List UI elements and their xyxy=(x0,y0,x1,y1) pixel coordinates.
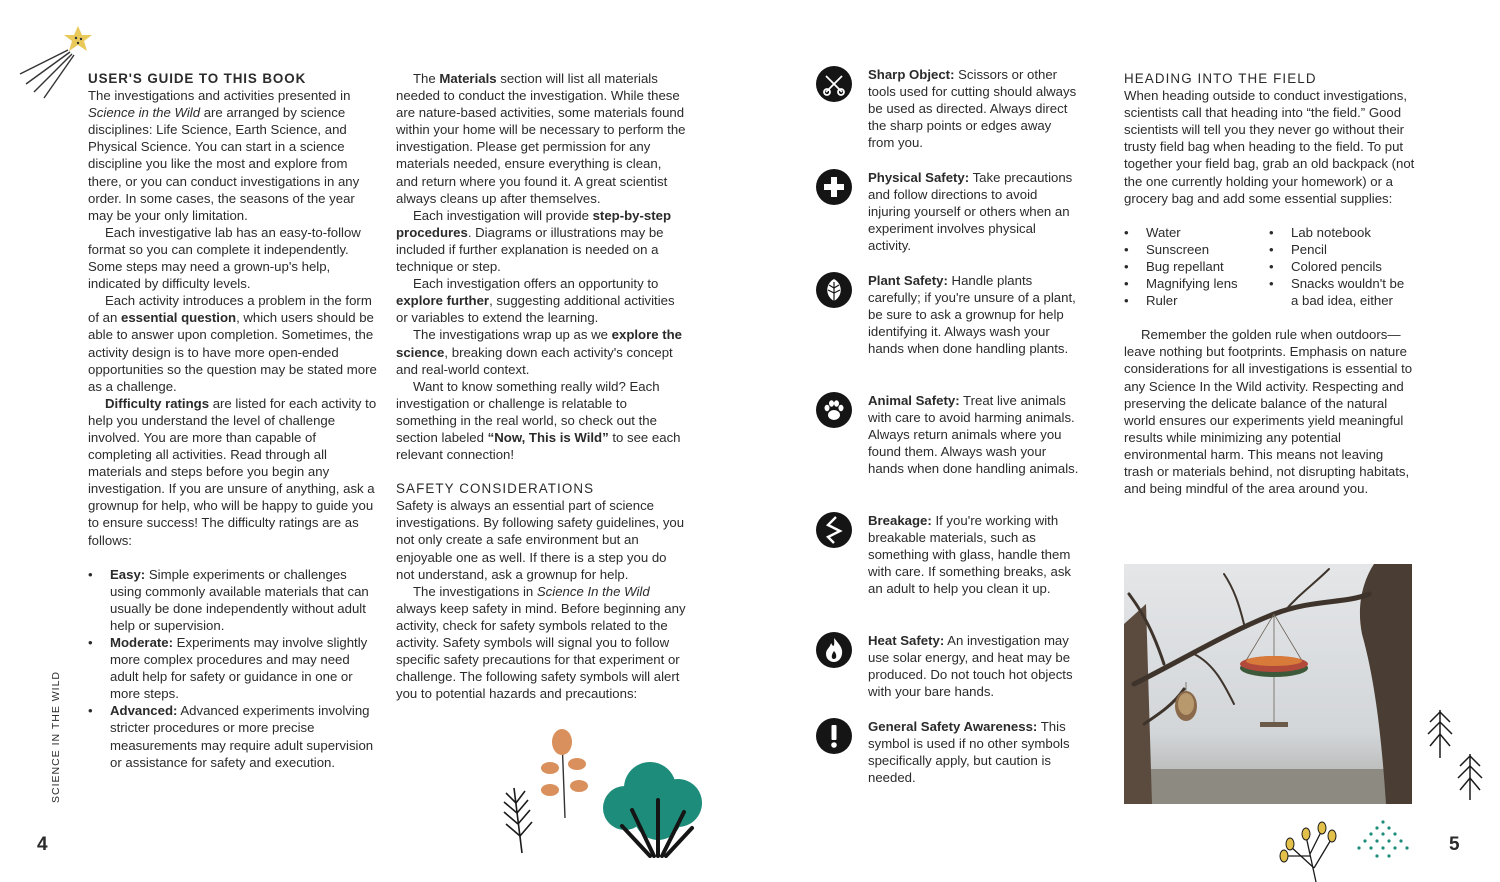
field-heading: HEADING INTO THE FIELD xyxy=(1124,71,1317,86)
supply-item: • Colored pencils xyxy=(1269,258,1414,275)
leaf-icon xyxy=(816,272,852,308)
plants-illustration xyxy=(490,728,710,858)
safety-paragraph: Safety is always an essential part of science investigations. By following safety guidelines, you not only create a safe environment but an enjoyable one as well. If there is a step you do not understand, ask a grownup for help. xyxy=(396,498,685,582)
supply-item: • Magnifying lens xyxy=(1124,275,1269,292)
scissors-icon xyxy=(816,66,852,102)
users-guide-paragraph: Difficulty ratings are listed for each activity to help you understand the level of challenge involved. You are more than capable of completing all activities. Read through all materials and steps before you begin any investigation. If you are unsure of anything, ask a grownup for help, who will be happy to guide you to ensure success! The difficulty ratings are as follows: xyxy=(88,395,377,548)
materials-column xyxy=(396,70,686,702)
field-paragraph: Remember the golden rule when outdoors—leave nothing but footprints. Emphasis on nature considerations for all investigations is essential to any Science In the Wild activity. Respecting and preserving the delicate balance of the natural world ensures our experiments yield meaningful results while minimizing any potential environmental harm. This means not leaving trash or materials behind, not disrupting habitats, and being mindful of the area around you. xyxy=(1124,327,1413,497)
safety-considerations-heading: SAFETY CONSIDERATIONS xyxy=(396,481,595,497)
supply-item: • Sunscreen xyxy=(1124,241,1269,258)
supply-item: • Bug repellant xyxy=(1124,258,1269,275)
supply-item: • Snacks wouldn't be a bad idea, either xyxy=(1269,275,1414,309)
supplies-list xyxy=(1124,224,1416,309)
page-number-left: 4 xyxy=(37,834,48,855)
running-head: SCIENCE IN THE WILD xyxy=(50,671,62,803)
materials-paragraph: The Materials section will list all materials needed to conduct the investigation. While these are nature-based activities, some materials found within your home will be necessary to perform the investigation. Please get permission for any materials needed, ensure everything is clean, and return where you found it. A great scientist always cleans up after themselves. xyxy=(396,71,686,206)
users-guide-heading: USER'S GUIDE TO THIS BOOK xyxy=(88,71,307,86)
flowers-illustration xyxy=(1276,816,1348,882)
trees-illustration xyxy=(1424,708,1490,804)
supply-item: • Lab notebook xyxy=(1269,224,1414,241)
supply-item: • Ruler xyxy=(1124,292,1269,309)
users-guide-paragraph: Each activity introduces a problem in the form of an essential question, which users should be able to answer upon completion. Sometimes, the activity design is to have more open-ended opportunities so the question may be stated more as a challenge. xyxy=(88,293,377,394)
explore-further-paragraph: Each investigation offers an opportunity to explore further, suggesting additional activities or variables to extend the learning. xyxy=(396,276,675,326)
paw-icon xyxy=(816,392,852,428)
field-paragraph: When heading outside to conduct investigations, scientists call that heading into “the field.” Good scientists will tell you they never go without their trusty field bag when heading to the field. To put together your field bag, grab an old backpack (not the one currently holding your homework) or a grocery bag and add some essential supplies: xyxy=(1124,88,1415,206)
difficulty-item: • Moderate: Experiments may involve slightly more complex procedures and may need adult help for safety or guidance in one or more steps. xyxy=(88,634,378,702)
safety-paragraph: The investigations in Science In the Wild always keep safety in mind. Before beginning any activity, check for safety symbols related to the activity. Safety symbols will signal you to follow specific safety precautions for that experiment or challenge. The following safety symbols will alert you to potential hazards and precautions: xyxy=(396,583,686,702)
users-guide-paragraph: Each investigative lab has an easy-to-follow format so you can complete it independently. Some steps may need a grown-up's help, indicated by difficulty levels. xyxy=(88,224,361,292)
supply-item: • Water xyxy=(1124,224,1269,241)
explore-science-paragraph: The investigations wrap up as we explore the science, breaking down each activity's concept and real-world context. xyxy=(396,327,683,377)
flame-icon xyxy=(816,632,852,668)
difficulty-item: • Advanced: Advanced experiments involving stricter procedures or more precise measurements may require adult supervision or assistance for safety and execution. xyxy=(88,702,378,770)
procedures-paragraph: Each investigation will provide step-by-step procedures. Diagrams or illustrations may be included if further explanation is needed on a technique or step. xyxy=(396,207,671,275)
now-this-is-wild-paragraph: Want to know something really wild? Each investigation or challenge is relatable to something in the real world, so check out the section labeled “Now, This is Wild” to see each relevant connection! xyxy=(396,378,681,463)
users-guide-column xyxy=(88,70,378,771)
dots-illustration xyxy=(1350,816,1416,866)
difficulty-list xyxy=(88,566,378,771)
page-number-right: 5 xyxy=(1449,834,1460,855)
users-guide-paragraph: The investigations and activities presented in Science in the Wild are arranged by science disciplines: Life Science, Earth Science, and Physical Science. You can start in a science discipline you like the most and explore from there, or you can conduct investigations in any order. In some cases, the seasons of the year may be your only limitation. xyxy=(88,88,360,223)
field-column xyxy=(1124,70,1416,497)
bird-feeder-photo xyxy=(1124,564,1412,804)
exclamation-icon xyxy=(816,718,852,754)
safety-symbols-list: Sharp Object: Scissors or other tools used for cutting should always be used as directed. Always direct the sharp points or edges away from you. Physical Safety: Take precautions and follow directions to avoid injuring yourself or others when an experiment involves physical activity. Plant Safety: Handle plants carefully; if you're unsure of a plant, be sure to ask a grownup for help identifying it. Always wash your hands when done handling plants. Animal Safety: Treat live animals with care to avoid harming animals. Always return animals where you found them. Always wash your hands when done handling animals. Breakage: If you're working with breakable materials, such as something with glass, handle them with care. If something breaks, ask an adult to help you clean it up. Heat Safety: An investigation may use solar energy, and heat may be produced. Do not touch hot objects with your bare hands. General Safety Awareness: This symbol is used if no other symbols specifically apply, but caution is needed. xyxy=(816,0,1078,882)
zigzag-icon xyxy=(816,512,852,548)
supply-item: • Pencil xyxy=(1269,241,1414,258)
difficulty-item: • Easy: Simple experiments or challenges using commonly available materials that can usually be done independently without adult help or supervision. xyxy=(88,566,378,634)
plus-icon xyxy=(816,169,852,205)
